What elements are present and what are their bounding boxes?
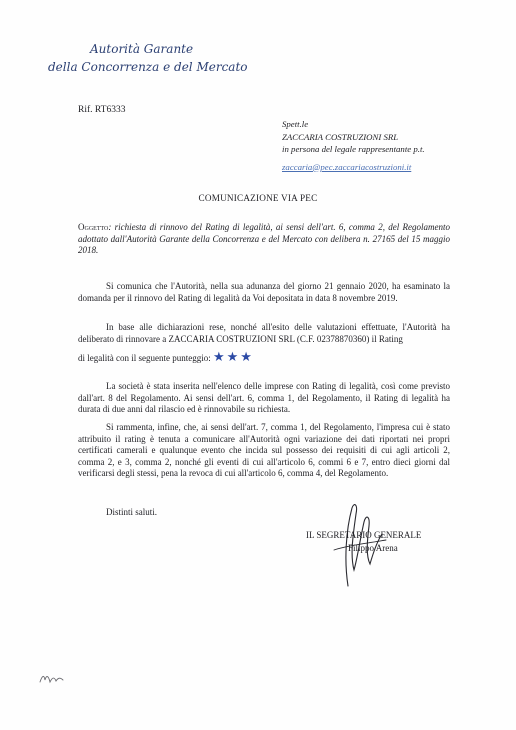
score-label: di legalità con il seguente punteggio: xyxy=(78,353,211,363)
subject-text: : richiesta di rinnovo del Rating di legalità, ai sensi dell'art. 6, comma 2, del Regolamento adottato dall'Autorità Garante della Concorrenza e del Mercato con delibera n. 27165 del 15 maggio 2018. xyxy=(78,222,450,255)
recipient-company: ZACCARIA COSTRUZIONI SRL xyxy=(282,131,399,142)
reference-number: Rif. RT6333 xyxy=(78,105,126,115)
body-paragraph-1: Si comunica che l'Autorità, nella sua adunanza del giorno 21 gennaio 2020, ha esaminato la domanda per il rinnovo del Rating di legalità da Voi depositata in data 8 novembre 2019. xyxy=(78,281,450,303)
body-paragraph-5: Si rammenta, infine, che, ai sensi dell'art. 7, comma 1, del Regolamento, l'impresa cui è stato attribuito il rating è tenuta a comunicare all'Autorità ogni variazione dei dati riportati nei propri certificati camerali e qualunque evento che incida sul possesso dei requisiti di cui agli articoli 2, comma 2, e 3, comma 2, nonché gli eventi di cui all'articolo 6, commi 6 e 7, entro dieci giorni dal verificarsi degli stessi, pena la revoca di cui all'articolo 6, comma 4, del Regolamento. xyxy=(78,422,450,478)
recipient-representative: in persona del legale rappresentante p.t. xyxy=(282,144,425,154)
body-paragraph-score xyxy=(78,351,450,365)
logo-line-2: della Concorrenza e del Mercato xyxy=(48,60,248,74)
document-title: COMUNICAZIONE VIA PEC xyxy=(198,193,318,203)
handwritten-initials xyxy=(38,670,66,686)
authority-logo xyxy=(48,40,248,76)
recipient-address xyxy=(282,118,425,173)
signatory-name: Filippo Arena xyxy=(348,543,398,553)
signatory-role: IL SEGRETARIO GENERALE xyxy=(306,530,422,540)
body-paragraph-2: In base alle dichiarazioni rese, nonché all'esito delle valutazioni effettuate, l'Autorità ha deliberato di rinnovare a ZACCARIA COSTRUZIONI SRL (C.F. 02378870360) il Rating xyxy=(78,322,450,344)
recipient-salutation: Spett.le xyxy=(282,119,309,129)
subject-paragraph xyxy=(78,222,450,257)
body-paragraph-4: La società è stata inserita nell'elenco delle imprese con Rating di legalità, così come previsto dall'art. 8 del Regolamento. Ai sensi dell'art. 6, comma 1, del Regolamento, il Rating di legalità ha durata di due anni dal rilascio ed è rinnovabile su richiesta. xyxy=(78,381,450,414)
subject-label: Oggetto xyxy=(78,222,109,232)
recipient-email-link[interactable]: zaccaria@pec.zaccariacostruzioni.it xyxy=(282,161,412,172)
logo-line-1: Autorità Garante xyxy=(90,42,194,56)
closing-salutation: Distinti saluti. xyxy=(106,507,158,517)
rating-stars: ★★★ xyxy=(212,349,254,364)
